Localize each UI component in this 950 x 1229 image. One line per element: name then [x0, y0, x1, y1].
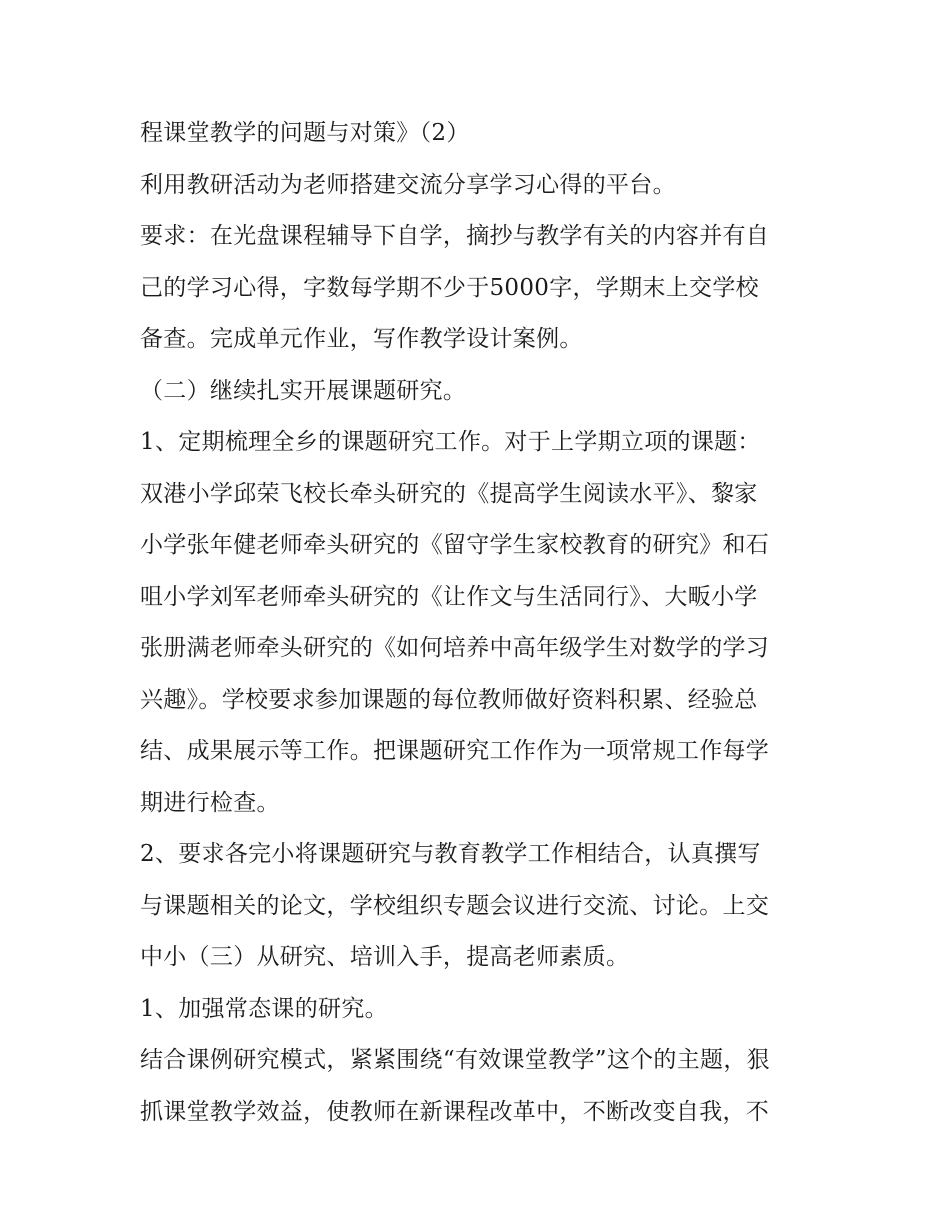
text-line: 小学张年健老师牵头研究的《留守学生家校教育的研究》和石 — [140, 532, 770, 558]
text-line: 己的学习心得，字数每学期不少于5000字，学期末上交学校 — [140, 274, 759, 301]
text-line: 期进行检查。 — [140, 789, 280, 816]
text-line: 备查。完成单元作业，写作教学设计案例。 — [140, 326, 583, 352]
text-line: 兴趣》。学校要求参加课题的每位教师做好资料积累、经验总 — [140, 686, 758, 713]
text-line: 结合课例研究模式，紧紧围绕“有效课堂教学”这个的主题，狠 — [140, 1047, 770, 1073]
text-line: 要求：在光盘课程辅导下自学，摘抄与教学有关的内容并有自 — [140, 223, 770, 249]
section-heading: （二）继续扎实开展课题研究。 — [140, 377, 467, 404]
text-line: 张册满老师牵头研究的《如何培养中高年级学生对数学的学习 — [140, 635, 770, 661]
text-line: 与课题相关的论文，学校组织专题会议进行交流、讨论。上交 — [140, 892, 770, 919]
text-line: 结、成果展示等工作。把课题研究工作作为一项常规工作每学 — [140, 738, 770, 764]
text-line: 抓课堂教学效益，使教师在新课程改革中，不断改变自我，不 — [140, 1098, 770, 1125]
text-line: 2、要求各完小将课题研究与教育教学工作相结合，认真撰写 — [140, 841, 761, 867]
text-line: 利用教研活动为老师搭建交流分享学习心得的平台。 — [140, 171, 676, 198]
text-line: 中小（三）从研究、培训入手，提高老师素质。 — [140, 944, 630, 970]
text-line: 1、加强常态课的研究。 — [140, 995, 388, 1022]
document-body — [140, 108, 820, 1138]
text-line: 1、定期梳理全乡的课题研究工作。对于上学期立项的课题： — [140, 429, 761, 455]
text-line: 双港小学邱荣飞校长牵头研究的《提高学生阅读水平》、黎家 — [140, 480, 758, 507]
text-line: 程课堂教学的问题与对策》（2） — [140, 120, 470, 146]
text-line: 咀小学刘军老师牵头研究的《让作文与生活同行》、大畈小学 — [140, 583, 758, 610]
